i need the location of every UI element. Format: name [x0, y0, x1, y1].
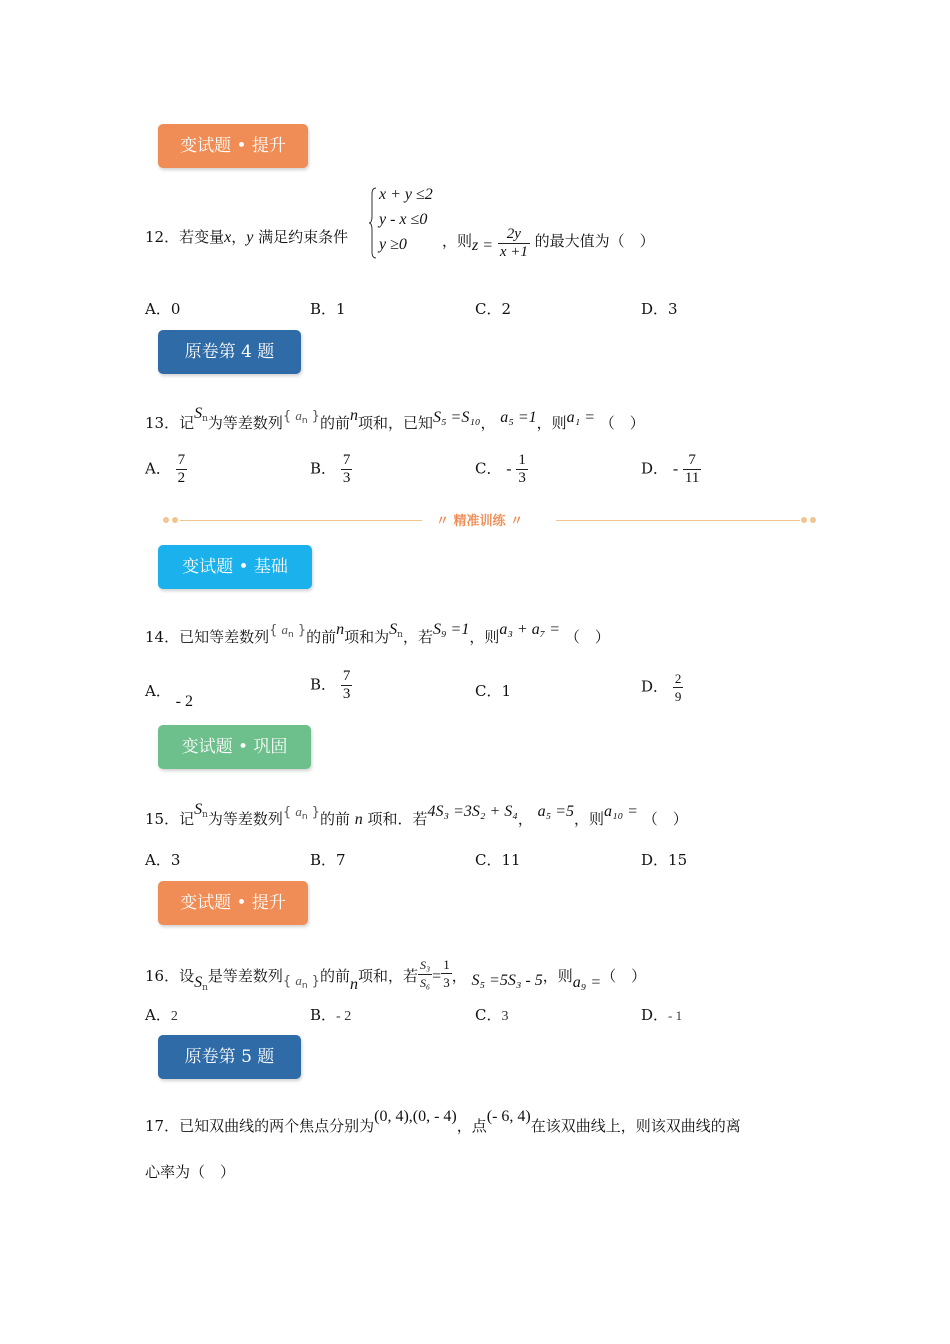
- section-tag-variant-advanced: 变试题 • 提升: [158, 124, 308, 168]
- option-c[interactable]: C．3: [475, 1006, 509, 1024]
- divider-line-left: [180, 520, 422, 521]
- option-c[interactable]: C．11: [475, 851, 521, 869]
- question-17: 17．已知双曲线的两个焦点分别为(0, 4),(0, - 4)，点(- 6, 4)在该双曲线上，则该双曲线的离: [145, 1108, 741, 1135]
- divider-mark-icon: 〃: [510, 514, 524, 529]
- question-14: 14．已知等差数列{ $a_n$ }的前n项和为$S_n$，若S₉ =1，则a₃ + a₇ = （ ）: [145, 621, 610, 646]
- option-d[interactable]: D． $\frac{2}{9}$: [641, 671, 682, 704]
- option-c[interactable]: C．1: [475, 682, 512, 700]
- option-d[interactable]: D．- 1: [641, 1006, 683, 1024]
- option-d[interactable]: D．3: [641, 300, 678, 318]
- divider-label: 〃 精准训练 〃: [436, 514, 524, 529]
- option-b[interactable]: B．1: [310, 300, 346, 318]
- option-b[interactable]: B． $\frac{7}{3}$: [310, 452, 351, 486]
- fraction: $\frac{2y}{x +1}$: [499, 226, 528, 260]
- question-13: 13．记$S_n$为等差数列{ $a_n$ }的前n项和，已知S₅ =S₁₀， a₅ =1，则a₁ = （ ）: [145, 405, 645, 432]
- divider-dot: [163, 517, 169, 523]
- divider-mark-icon: 〃: [436, 514, 450, 529]
- divider-dot: [172, 517, 178, 523]
- option-c[interactable]: C． - $\frac{1}{3}$: [475, 452, 526, 486]
- option-d[interactable]: D． - $\frac{7}{11}$: [641, 452, 700, 486]
- option-a[interactable]: A． $\frac{7}{2}$: [145, 452, 186, 486]
- constraint-system: x + y ≤2 y - x ≤0 y ≥0: [368, 186, 440, 260]
- divider-dot: [810, 517, 816, 523]
- option-b[interactable]: B．7: [310, 851, 346, 869]
- divider-dot: [801, 517, 807, 523]
- section-tag-variant-consolidate: 变试题 • 巩固: [158, 725, 311, 769]
- question-17-continued: 心率为（ ）: [145, 1163, 236, 1181]
- option-c[interactable]: C．2: [475, 300, 512, 318]
- question-16: 16．设$S_n$是等差数列{ $a_n$ }的前n项和，若 $\frac{\text{S₃}}{\text{S₆}}$ = $\frac{1}{3}$ ， S₅ =5S₃ - 5，则a₉ =（ ）: [145, 957, 647, 993]
- option-a[interactable]: A．3: [145, 851, 181, 869]
- option-a[interactable]: A．2: [145, 1006, 178, 1024]
- divider-line-right: [556, 520, 800, 521]
- option-b[interactable]: B．- 2: [310, 1006, 352, 1024]
- option-b[interactable]: B． $\frac{7}{3}$: [310, 668, 351, 702]
- left-brace-icon: [368, 186, 378, 260]
- section-tag-original-q5: 原卷第 5 题: [158, 1035, 301, 1079]
- section-tag-variant-basic: 变试题 • 基础: [158, 545, 312, 589]
- option-d[interactable]: D．15: [641, 851, 688, 869]
- question-15: 15．记$S_n$为等差数列{ $a_n$ }的前 n 项和．若4S₃ =3S₂ + S₄， a₅ =5，则a₁₀ = （ ）: [145, 801, 688, 828]
- section-tag-original-q4: 原卷第 4 题: [158, 330, 301, 374]
- section-tag-variant-advanced: 变试题 • 提升: [158, 881, 308, 925]
- option-a[interactable]: A． - 2: [145, 682, 193, 710]
- option-a[interactable]: A．0: [145, 300, 181, 318]
